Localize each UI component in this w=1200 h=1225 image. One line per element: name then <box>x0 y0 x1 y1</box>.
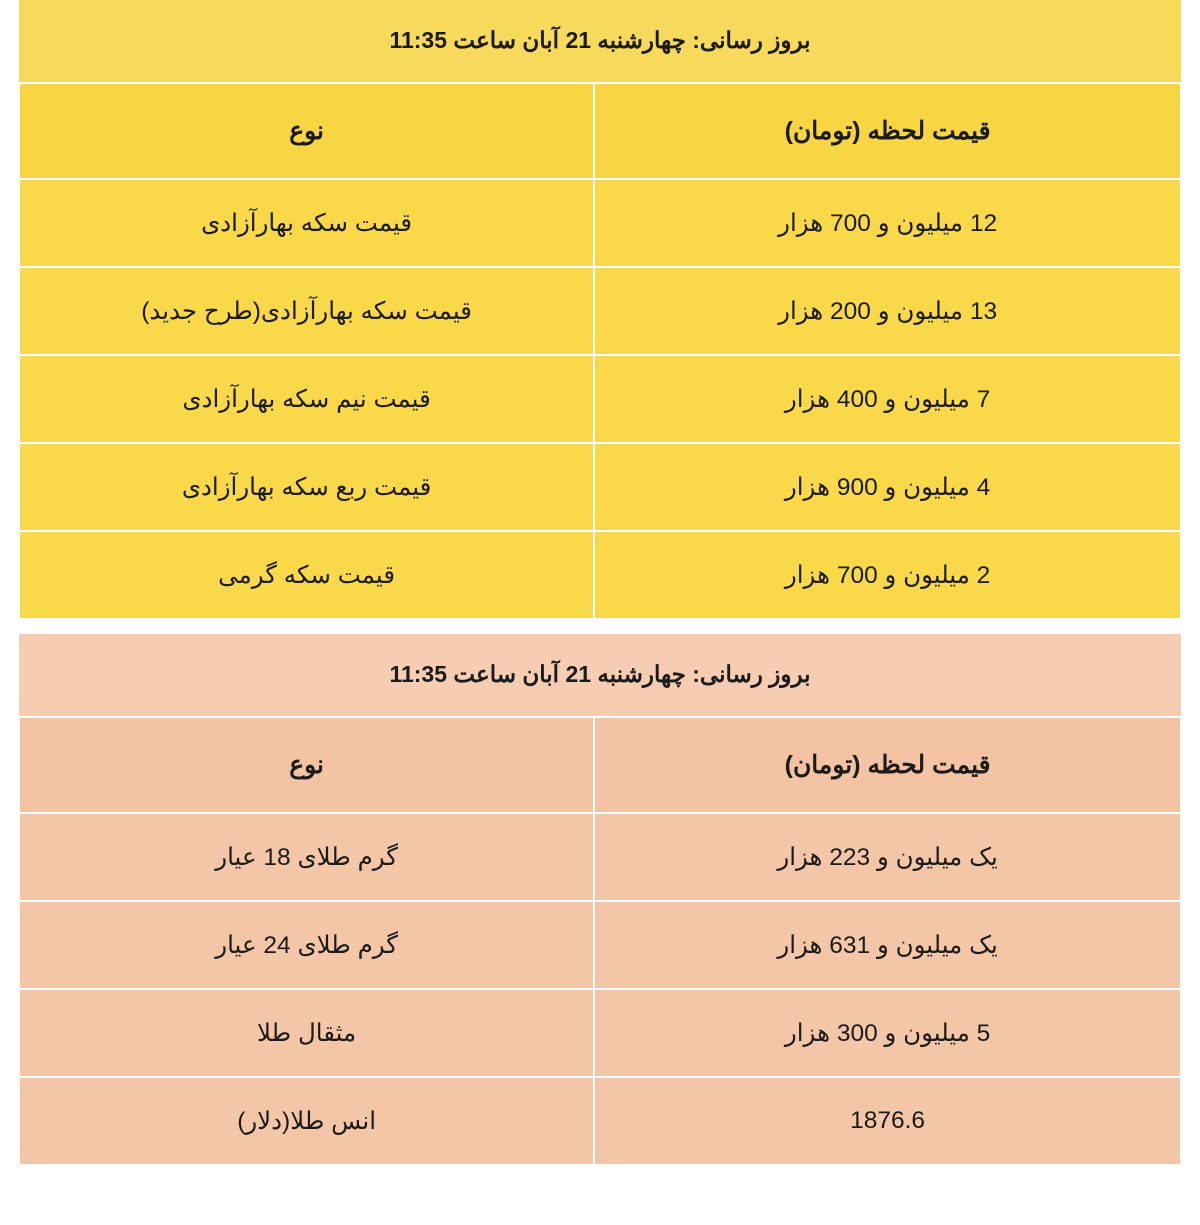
gold-type-label: مثقال طلا <box>19 989 594 1077</box>
coin-price-value: 7 میلیون و 400 هزار <box>594 355 1181 443</box>
table-row <box>19 813 1181 901</box>
gold-header-type: نوع <box>19 717 594 813</box>
coin-type-label: قیمت ربع سکه بهارآزادی <box>19 443 594 531</box>
gold-price-value: 5 میلیون و 300 هزار <box>594 989 1181 1077</box>
table-row <box>19 901 1181 989</box>
gold-type-label: گرم طلای 18 عیار <box>19 813 594 901</box>
coin-price-table <box>18 0 1182 620</box>
table-row <box>19 531 1181 619</box>
table-row <box>19 267 1181 355</box>
gold-table-update-caption: بروز رسانی: چهارشنبه 21 آبان ساعت 11:35 <box>19 634 1181 717</box>
coin-header-type: نوع <box>19 83 594 179</box>
coin-type-label: قیمت سکه گرمی <box>19 531 594 619</box>
gold-header-price: قیمت لحظه (تومان) <box>594 717 1181 813</box>
gold-price-value: یک میلیون و 223 هزار <box>594 813 1181 901</box>
table-row <box>19 179 1181 267</box>
gold-price-value: یک میلیون و 631 هزار <box>594 901 1181 989</box>
coin-type-label: قیمت نیم سکه بهارآزادی <box>19 355 594 443</box>
coin-price-value: 13 میلیون و 200 هزار <box>594 267 1181 355</box>
gold-price-table-block <box>0 634 1200 1166</box>
table-row <box>19 989 1181 1077</box>
gold-price-value: 1876.6 <box>594 1077 1181 1165</box>
table-header-row <box>19 717 1181 813</box>
coin-price-value: 2 میلیون و 700 هزار <box>594 531 1181 619</box>
coin-price-value: 12 میلیون و 700 هزار <box>594 179 1181 267</box>
table-row <box>19 1077 1181 1165</box>
table-row <box>19 355 1181 443</box>
coin-type-label: قیمت سکه بهارآزادی(طرح جدید) <box>19 267 594 355</box>
gold-type-label: انس طلا(دلار) <box>19 1077 594 1165</box>
coin-type-label: قیمت سکه بهارآزادی <box>19 179 594 267</box>
table-header-row <box>19 83 1181 179</box>
coin-price-value: 4 میلیون و 900 هزار <box>594 443 1181 531</box>
gold-price-table <box>18 634 1182 1166</box>
coin-header-price: قیمت لحظه (تومان) <box>594 83 1181 179</box>
gold-type-label: گرم طلای 24 عیار <box>19 901 594 989</box>
table-caption-row <box>19 634 1181 717</box>
coin-table-update-caption: بروز رسانی: چهارشنبه 21 آبان ساعت 11:35 <box>19 0 1181 83</box>
table-caption-row <box>19 0 1181 83</box>
table-row <box>19 443 1181 531</box>
